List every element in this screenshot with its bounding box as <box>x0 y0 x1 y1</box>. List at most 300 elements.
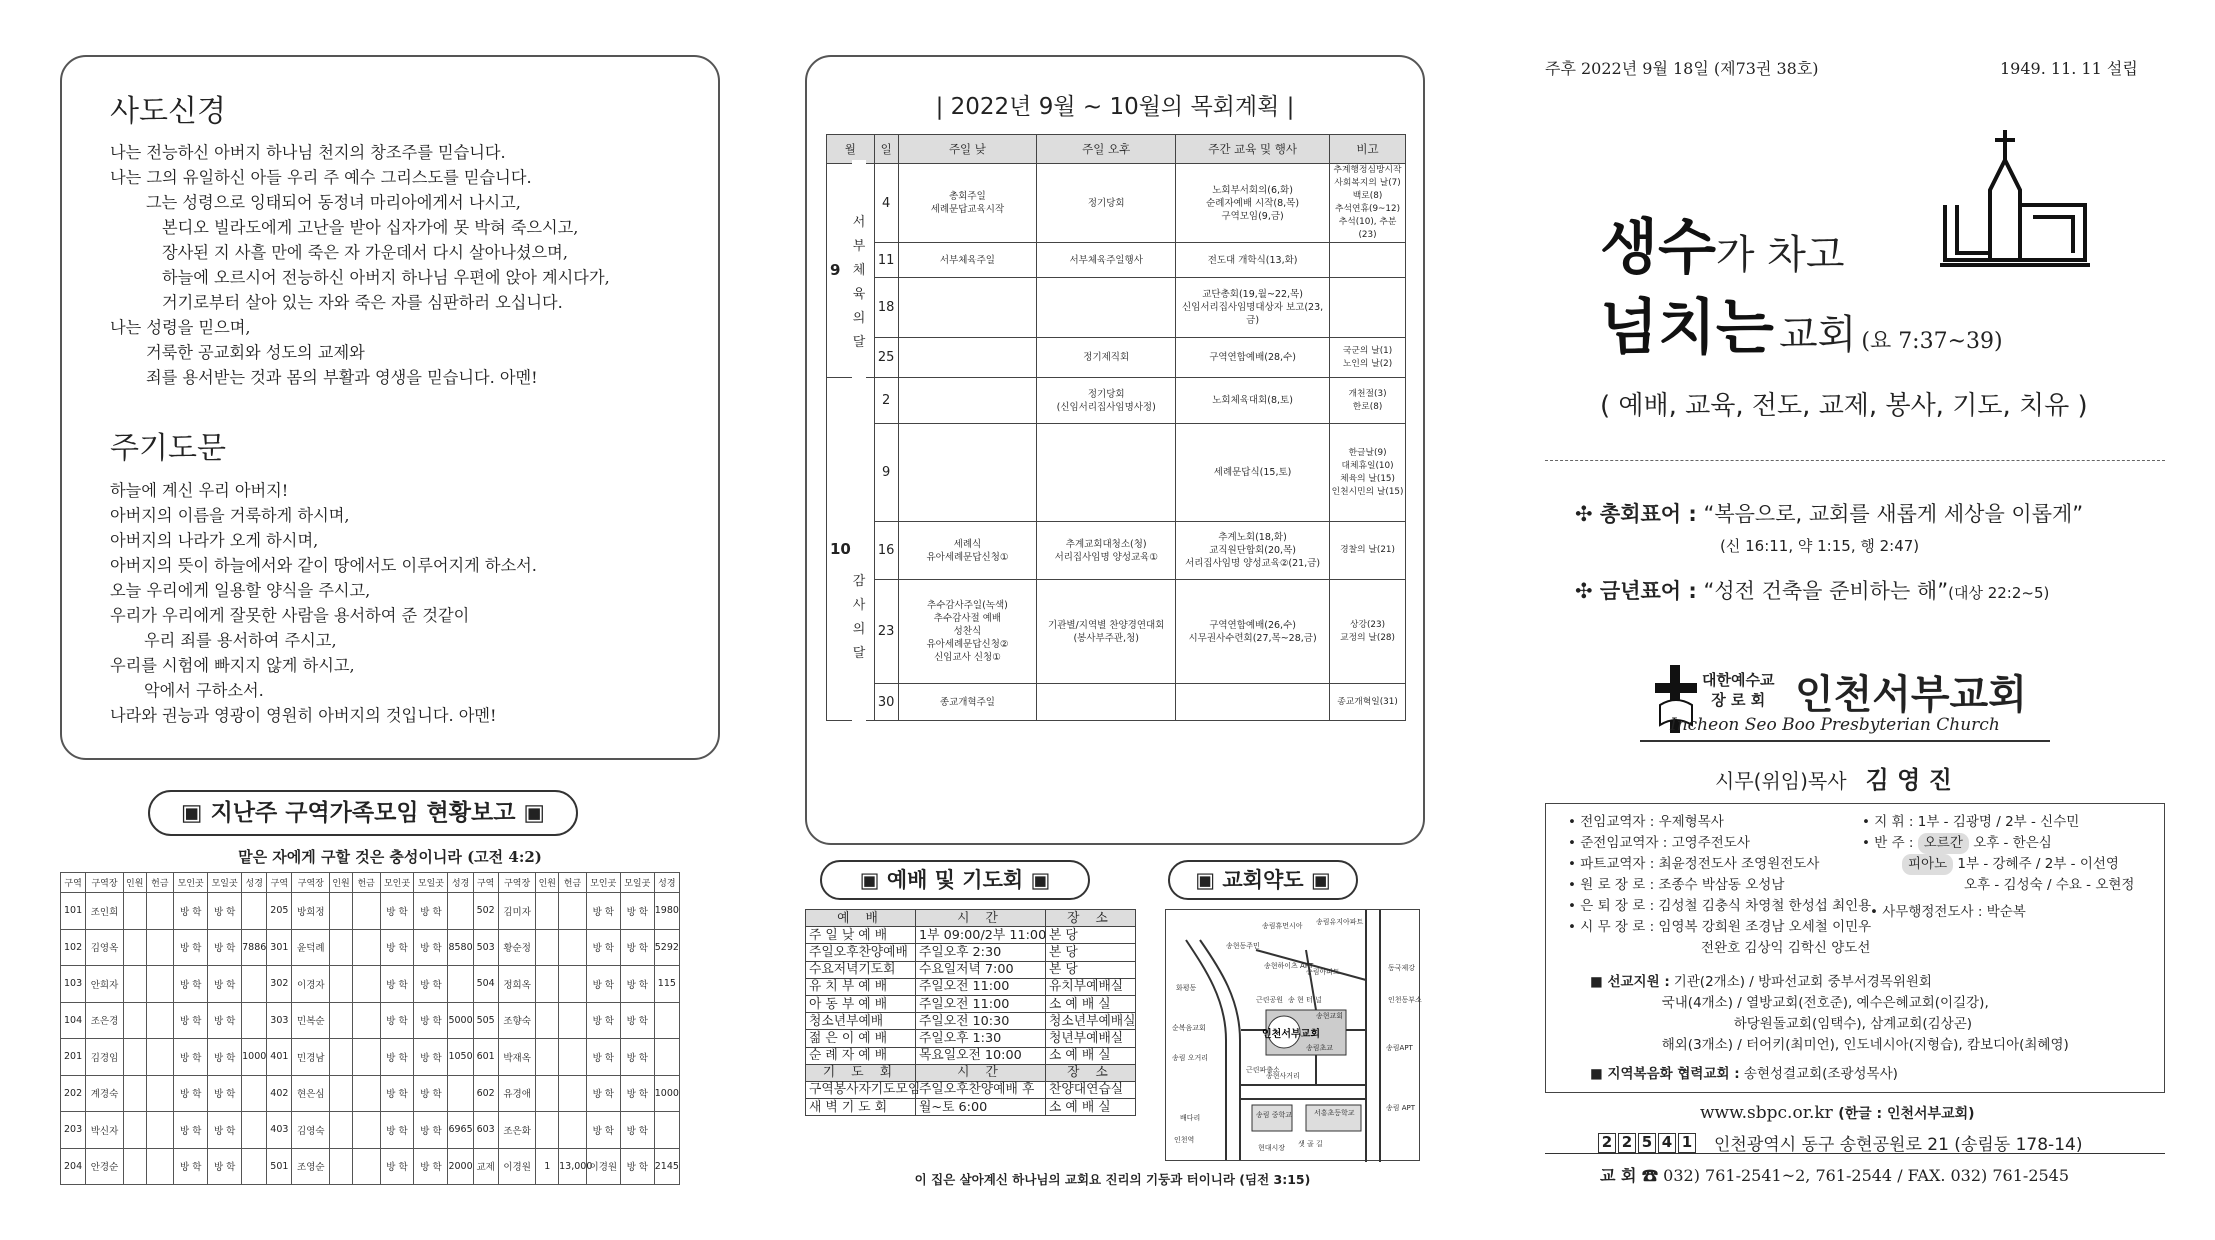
year-motto <box>1575 575 2049 605</box>
mission-table <box>1590 972 2069 1056</box>
address-line <box>1598 1130 2082 1155</box>
report-cell <box>352 1075 380 1112</box>
report-cell <box>146 1112 174 1149</box>
report-header-cell: 헌금 <box>352 873 380 893</box>
map-label: 샛 골 길 <box>1298 1140 1323 1148</box>
plan-cell-b: 정기제직회 <box>1037 338 1176 378</box>
report-cell: 1 <box>536 1148 559 1185</box>
accompanist-label: • 반 주 : <box>1862 835 1914 851</box>
prayer-line: 악에서 구하소서. <box>144 681 264 700</box>
worship-cell: 1부 09:00/2부 11:00 <box>916 927 1046 944</box>
report-header-cell: 성경 <box>448 873 473 893</box>
report-title: ▣ 지난주 구역가족모임 현황보고 ▣ <box>148 790 578 836</box>
map-label: 송현교회 <box>1316 1012 1344 1020</box>
report-cell <box>330 1075 353 1112</box>
worship-cell: 찬양대연습실 <box>1046 1081 1136 1098</box>
worship-row <box>806 1047 1136 1064</box>
map-label: 인천역 <box>1174 1136 1195 1144</box>
contact-divider <box>1545 1153 2165 1154</box>
report-row <box>61 1112 680 1149</box>
zip-digit: 2 <box>1618 1133 1636 1153</box>
report-cell <box>123 1148 146 1185</box>
phone-label: 교 회 ☎ <box>1600 1166 1659 1185</box>
phone-line <box>1600 1163 2069 1186</box>
year-motto-ref: (대상 22:2~5) <box>1948 584 2050 602</box>
zip-digit: 5 <box>1638 1133 1656 1153</box>
staff-line: • 파트교역자 : 최윤정전도사 조영원전도사 <box>1568 856 1820 872</box>
report-cell: 7886 <box>242 929 267 966</box>
map-label: 인천동부소 <box>1388 996 1422 1004</box>
worship-cell: 주일오후 1:30 <box>916 1030 1046 1047</box>
report-header-cell: 모일곳 <box>208 873 242 893</box>
map-label: 송현하이츠 APT <box>1264 962 1314 970</box>
report-cell <box>559 1039 587 1076</box>
worship-header-cell: 시 간 <box>916 1064 1046 1081</box>
report-cell: 6965 <box>448 1112 473 1149</box>
report-cell <box>330 893 353 930</box>
plan-row <box>827 338 1406 378</box>
map-label: 송림초교 <box>1306 1044 1334 1052</box>
prayer-line: 우리를 시험에 빠지지 않게 하시고, <box>110 656 355 675</box>
report-cell <box>123 966 146 1003</box>
report-cell: 방 학 <box>208 893 242 930</box>
report-cell <box>242 966 267 1003</box>
plan-day: 18 <box>874 278 898 338</box>
report-cell <box>146 893 174 930</box>
slogan-ref: (요 7:37~39) <box>1861 329 2003 354</box>
plan-cell-a: 세례식 유아세례문답신청① <box>898 522 1037 580</box>
report-cell: 방 학 <box>414 1148 448 1185</box>
report-header-cell: 헌금 <box>146 873 174 893</box>
report-cell <box>123 929 146 966</box>
pastor-line <box>1715 760 1952 795</box>
report-cell <box>536 1039 559 1076</box>
plan-month-num-text: 9 <box>830 261 841 279</box>
plan-day: 25 <box>874 338 898 378</box>
prayer-title: 주기도문 <box>110 431 226 466</box>
plan-day: 2 <box>874 378 898 424</box>
report-cell: 방 학 <box>620 966 654 1003</box>
map-label: 송림휴먼시아 <box>1262 922 1303 930</box>
admin-evangelist: • 사무행정전도사 : 박순복 <box>1870 904 2026 920</box>
report-cell: 2000 <box>448 1148 473 1185</box>
plan-row <box>827 243 1406 278</box>
worship-cell: 소 예 배 실 <box>1046 1047 1136 1064</box>
report-cell: 방 학 <box>414 929 448 966</box>
creed-line: 본디오 빌라도에게 고난을 받아 십자가에 못 박혀 죽으시고, <box>162 218 579 237</box>
report-cell: 조영순 <box>292 1148 330 1185</box>
staff-line: • 시 무 장 로 : 임영복 강희원 조경남 오세철 이민우 <box>1568 919 1872 935</box>
report-cell <box>123 1039 146 1076</box>
worship-cell: 유치부예배실 <box>1046 978 1136 995</box>
worship-cell: 소 예 배 실 <box>1046 1099 1136 1116</box>
report-header-cell: 성경 <box>654 873 679 893</box>
report-header-cell: 모인곳 <box>174 873 208 893</box>
worship-header-row <box>806 910 1136 927</box>
report-header-cell: 모인곳 <box>380 873 414 893</box>
report-cell: 115 <box>654 966 679 1003</box>
plan-cell-d: 종교개혁일(31) <box>1330 684 1406 721</box>
report-cell <box>352 893 380 930</box>
worship-cell: 주일오후찬양예배 후 <box>916 1081 1046 1098</box>
staff-right <box>1862 812 2134 923</box>
website-korean: (한글 : 인천서부교회) <box>1838 1106 1975 1122</box>
worship-row <box>806 1081 1136 1098</box>
year-motto-text: “성전 건축을 준비하는 해” <box>1703 579 1949 603</box>
worship-title: ▣ 예배 및 기도회 ▣ <box>820 860 1090 900</box>
report-cell: 601 <box>473 1039 498 1076</box>
plan-row <box>827 164 1406 243</box>
plan-cell-c: 구역연합예배(26,수) 시무권사수련회(27,목~28,금) <box>1176 580 1330 684</box>
report-verse: 맡은 자에게 구할 것은 충성이니라 (고전 4:2) <box>238 848 542 866</box>
report-cell: 방 학 <box>208 1112 242 1149</box>
worship-cell: 청소년부예배 <box>806 1013 916 1030</box>
plan-month-wrap <box>827 261 874 279</box>
report-cell: 방 학 <box>620 1148 654 1185</box>
plan-day: 9 <box>874 424 898 522</box>
mission-support <box>1590 972 2069 1056</box>
report-cell <box>559 966 587 1003</box>
mission-label: ■ 선교지원 : <box>1590 974 1670 990</box>
report-header-cell: 모일곳 <box>620 873 654 893</box>
church-name: 인천서부교회 <box>1795 672 2027 718</box>
report-cell: 방 학 <box>620 1112 654 1149</box>
district-report-table <box>60 872 680 1185</box>
report-cell: 204 <box>61 1148 86 1185</box>
assembly-motto-label: ✣ 총회표어 : <box>1575 502 1697 526</box>
slogan-church: 교회 <box>1778 312 1857 358</box>
name-underline <box>1640 740 2050 742</box>
worship-header-cell: 예 배 <box>806 910 916 927</box>
plan-cell-a: 추수감사주일(녹색) 추수감사절 예배 성찬식 유아세례문답신청② 신임교사 신청① <box>898 580 1037 684</box>
plan-cell-d: 상강(23) 교정의 날(28) <box>1330 580 1406 684</box>
report-cell <box>146 966 174 1003</box>
report-cell: 104 <box>61 1002 86 1039</box>
report-cell: 201 <box>61 1039 86 1076</box>
report-cell: 102 <box>61 929 86 966</box>
plan-cell-c: 세례문답식(15,토) <box>1176 424 1330 522</box>
slogan-living-water: 생수 <box>1600 213 1716 283</box>
slogan-line1 <box>1600 200 1845 286</box>
report-cell: 방 학 <box>414 1039 448 1076</box>
assembly-motto-text: “복음으로, 교회를 새롭게 세상을 이롭게” <box>1703 502 2084 526</box>
report-cell <box>330 1039 353 1076</box>
report-cell: 방 학 <box>620 929 654 966</box>
mission-line: 해외(3개소) / 터어키(최미언), 인도네시아(지형습), 캄보디아(최혜영) <box>1661 1037 2069 1053</box>
report-cell: 방 학 <box>380 1148 414 1185</box>
report-header-row <box>61 873 680 893</box>
plan-row <box>827 278 1406 338</box>
worship-row <box>806 995 1136 1012</box>
plan-month-label: 감 사 의 달 <box>852 425 866 810</box>
report-cell: 김미자 <box>498 893 536 930</box>
report-cell: 1000 <box>654 1075 679 1112</box>
report-cell: 김영옥 <box>86 929 124 966</box>
report-cell: 박재옥 <box>498 1039 536 1076</box>
report-cell: 이경자 <box>292 966 330 1003</box>
report-cell: 방 학 <box>414 893 448 930</box>
report-cell: 방 학 <box>174 1112 208 1149</box>
report-cell <box>146 1148 174 1185</box>
report-header-cell: 인원 <box>123 873 146 893</box>
report-cell: 303 <box>267 1002 292 1039</box>
worship-row <box>806 978 1136 995</box>
report-cell <box>330 966 353 1003</box>
mission-lines <box>1661 972 2069 1056</box>
issue-info: 주후 2022년 9월 18일 (제73권 38호) <box>1545 59 1819 78</box>
report-cell: 교제 <box>473 1148 498 1185</box>
map-label: 근린공원 <box>1256 996 1284 1004</box>
report-cell: 방 학 <box>380 929 414 966</box>
worship-cell: 주일오후찬양예배 <box>806 944 916 961</box>
map-label: 송림 중학교 <box>1256 1111 1293 1119</box>
report-cell <box>123 1075 146 1112</box>
report-cell: 방 학 <box>380 893 414 930</box>
mission-line: 기관(2개소) / 방파선교회 중부서경목위원회 <box>1673 974 1932 990</box>
report-cell <box>242 1112 267 1149</box>
plan-day: 16 <box>874 522 898 580</box>
report-cell: 방 학 <box>586 1002 620 1039</box>
map-label: 송림아파트 <box>1306 968 1340 976</box>
report-cell: 302 <box>267 966 292 1003</box>
zip-digit: 2 <box>1598 1133 1616 1153</box>
report-cell: 방 학 <box>380 1002 414 1039</box>
report-header-cell: 인원 <box>536 873 559 893</box>
map-label: 송 현 터 널 <box>1288 996 1322 1004</box>
report-header-cell: 구역 <box>267 873 292 893</box>
staff-line: • 준전임교역자 : 고영주전도사 <box>1568 835 1750 851</box>
plan-cell-a <box>898 278 1037 338</box>
report-cell: 402 <box>267 1075 292 1112</box>
report-cell: 김경임 <box>86 1039 124 1076</box>
worship-row <box>806 1099 1136 1116</box>
report-header-cell: 성경 <box>242 873 267 893</box>
map-label: 서흥초등학교 <box>1314 1109 1355 1117</box>
plan-cell-d <box>1330 278 1406 338</box>
map-label: 송림APT <box>1386 1044 1413 1052</box>
report-cell: 방 학 <box>208 1148 242 1185</box>
creed-line: 나는 성령을 믿으며, <box>110 318 251 337</box>
report-cell <box>559 1075 587 1112</box>
worship-cell: 본 당 <box>1046 927 1136 944</box>
plan-cell-a: 서부체육주일 <box>898 243 1037 278</box>
report-cell: 조은경 <box>86 1002 124 1039</box>
report-cell <box>448 1075 473 1112</box>
assembly-motto-ref: (신 16:11, 약 1:15, 행 2:47) <box>1720 537 1920 555</box>
plan-title: | 2022년 9월 ~ 10월의 목회계획 | <box>935 94 1295 120</box>
plan-row <box>827 424 1406 522</box>
worship-cell: 월~토 6:00 <box>916 1099 1046 1116</box>
report-cell <box>242 1002 267 1039</box>
worship-cell: 주일오전 11:00 <box>916 995 1046 1012</box>
report-cell: 503 <box>473 929 498 966</box>
report-cell: 방 학 <box>380 1075 414 1112</box>
report-cell: 5000 <box>448 1002 473 1039</box>
report-header-cell: 인원 <box>330 873 353 893</box>
report-cell: 유경애 <box>498 1075 536 1112</box>
worship-cell: 수요일저녁 7:00 <box>916 961 1046 978</box>
report-cell: 안경순 <box>86 1148 124 1185</box>
plan-header-cell: 일 <box>874 135 898 164</box>
plan-row <box>827 684 1406 721</box>
worship-row <box>806 944 1136 961</box>
report-header-cell: 구역 <box>473 873 498 893</box>
organist: 오후 - 한은심 <box>1973 835 2052 851</box>
map-label: 동국제강 <box>1388 964 1416 972</box>
report-cell <box>536 929 559 966</box>
report-cell: 방 학 <box>620 893 654 930</box>
creed-line: 나는 전능하신 아버지 하나님 천지의 창조주를 믿습니다. <box>110 143 506 162</box>
worship-cell: 본 당 <box>1046 961 1136 978</box>
map-label: 송현사거리 <box>1266 1072 1300 1080</box>
plan-cell-b <box>1037 684 1176 721</box>
worship-row <box>806 961 1136 978</box>
plan-cell-b <box>1037 424 1176 522</box>
report-cell: 방 학 <box>174 893 208 930</box>
divider <box>1545 460 2165 461</box>
report-cell: 방 학 <box>586 966 620 1003</box>
report-cell: 방 학 <box>414 1075 448 1112</box>
slogan-line2 <box>1600 280 2003 366</box>
pianist-afternoon: 오후 - 김성숙 / 수요 - 오현정 <box>1964 877 2135 893</box>
report-cell: 현은심 <box>292 1075 330 1112</box>
report-cell <box>242 1075 267 1112</box>
report-cell <box>352 1002 380 1039</box>
staff-line: 전완호 김상익 김학신 양도선 <box>1701 940 1871 956</box>
plan-cell-b: 추계교회대청소(청) 서리집사임명 양성교육① <box>1037 522 1176 580</box>
pastor-name: 김 영 진 <box>1865 766 1952 794</box>
slogan-fill: 가 차고 <box>1715 232 1845 278</box>
denomination-line1: 대한예수교 <box>1702 671 1775 689</box>
report-header-cell: 헌금 <box>559 873 587 893</box>
founded-date: 1949. 11. 11 설립 <box>2000 59 2138 78</box>
plan-cell-c: 추계노회(18,화) 교직원단합회(20,목) 서리집사임명 양성교육②(21,금) <box>1176 522 1330 580</box>
report-cell <box>242 1148 267 1185</box>
plan-cell-a: 종교개혁주일 <box>898 684 1037 721</box>
report-cell: 방 학 <box>208 929 242 966</box>
zip-digit: 4 <box>1658 1133 1676 1153</box>
plan-cell-b: 서부체육주일행사 <box>1037 243 1176 278</box>
worship-cell: 목요일오전 10:00 <box>916 1047 1046 1064</box>
report-cell: 윤덕례 <box>292 929 330 966</box>
report-cell <box>654 1112 679 1149</box>
plan-header-row <box>827 135 1406 164</box>
report-cell: 401 <box>267 1039 292 1076</box>
map-label: 현대시장 <box>1258 1144 1286 1152</box>
report-cell: 501 <box>267 1148 292 1185</box>
slogan-subtitle: ( 예배, 교육, 전도, 교제, 봉사, 기도, 치유 ) <box>1600 391 2088 421</box>
report-cell <box>654 1039 679 1076</box>
report-row <box>61 1039 680 1076</box>
plan-row <box>827 580 1406 684</box>
worship-cell: 순 례 자 예 배 <box>806 1047 916 1064</box>
report-cell: 방 학 <box>380 966 414 1003</box>
worship-cell: 구역봉사자기도모임 <box>806 1081 916 1098</box>
piano-tag: 피아노 <box>1902 854 1953 875</box>
church-building-icon <box>1935 125 2095 275</box>
plan-month-label: 서 부 체 육 의 달 <box>852 160 866 405</box>
conductor: • 지 휘 : 1부 - 김광명 / 2부 - 신수민 <box>1862 814 2080 830</box>
worship-cell: 청소년부예배실 <box>1046 1013 1136 1030</box>
denomination <box>1702 670 1774 710</box>
report-cell: 103 <box>61 966 86 1003</box>
report-cell: 방 학 <box>174 929 208 966</box>
prayer-line: 우리 죄를 용서하여 주시고, <box>144 631 337 650</box>
plan-month-number <box>827 378 875 721</box>
report-cell: 방 학 <box>380 1112 414 1149</box>
report-cell: 방 학 <box>414 1112 448 1149</box>
prayer-line: 아버지의 이름을 거룩하게 하시며, <box>110 506 350 525</box>
report-cell: 계경숙 <box>86 1075 124 1112</box>
report-row <box>61 929 680 966</box>
plan-cell-d: 개천절(3) 한로(8) <box>1330 378 1406 424</box>
prayer-line: 우리가 우리에게 잘못한 사람을 용서하여 준 것같이 <box>110 606 470 625</box>
report-cell <box>146 1075 174 1112</box>
pianist-names: 1부 - 강혜주 / 2부 - 이선영 <box>1957 856 2119 872</box>
plan-cell-c: 구역연합예배(28,수) <box>1176 338 1330 378</box>
report-cell <box>330 1112 353 1149</box>
map-label: 배다리 <box>1180 1114 1201 1122</box>
report-cell: 13,000 <box>559 1148 587 1185</box>
worship-cell: 소 예 배 실 <box>1046 995 1136 1012</box>
report-cell <box>448 893 473 930</box>
creed-line: 거룩한 공교회와 성도의 교제와 <box>146 343 365 362</box>
report-cell: 1980 <box>654 893 679 930</box>
report-cell <box>559 1112 587 1149</box>
prayer-line: 하늘에 계신 우리 아버지! <box>110 481 289 500</box>
worship-cell: 주일오전 11:00 <box>916 978 1046 995</box>
report-cell <box>536 1112 559 1149</box>
plan-cell-c: 전도대 개학식(13,화) <box>1176 243 1330 278</box>
zip-code <box>1598 1133 1696 1153</box>
report-cell: 502 <box>473 893 498 930</box>
report-cell: 박신자 <box>86 1112 124 1149</box>
plan-cell-a <box>898 424 1037 522</box>
worship-cell: 수요저녁기도회 <box>806 961 916 978</box>
plan-cell-c: 교단총회(19,월~22,목) 신임서리집사임명대상자 보고(23,금) <box>1176 278 1330 338</box>
plan-cell-d <box>1330 243 1406 278</box>
plan-header-cell: 주일 낮 <box>898 135 1037 164</box>
year-motto-label: ✣ 금년표어 : <box>1575 579 1697 603</box>
creed-line: 하늘에 오르시어 전능하신 아버지 하나님 우편에 앉아 계시다가, <box>162 268 610 287</box>
mission-line: 하당원돌교회(임택수), 삼계교회(김상곤) <box>1733 1016 1973 1032</box>
report-cell <box>448 966 473 1003</box>
website-url[interactable]: www.sbpc.or.kr <box>1700 1103 1833 1123</box>
report-cell <box>352 1148 380 1185</box>
creed-line: 장사된 지 사흘 만에 죽은 자 가운데서 다시 살아나셨으며, <box>162 243 568 262</box>
worship-cell: 주일오후 2:30 <box>916 944 1046 961</box>
map-label: 송현동주민 <box>1226 942 1260 950</box>
accompanist <box>1862 833 2134 854</box>
report-cell <box>559 1002 587 1039</box>
plan-cell-a: 총회주일 세례문답교육시작 <box>898 164 1037 243</box>
plan-cell-b: 정기당회 (신임서리집사임명사정) <box>1037 378 1176 424</box>
report-cell: 민경남 <box>292 1039 330 1076</box>
plan-month-wrap <box>827 539 874 558</box>
creed-text <box>110 140 610 390</box>
address: 인천광역시 동구 송현공원로 21 (송림동 178-14) <box>1714 1135 2083 1155</box>
map-label: 화평동 <box>1176 984 1197 992</box>
plan-header-cell: 주일 오후 <box>1037 135 1176 164</box>
report-cell <box>654 1002 679 1039</box>
report-cell: 방 학 <box>414 966 448 1003</box>
plan-cell-d: 추계행정심방시작 사회복지의 날(7) 백로(8) 추석연휴(9~12) 추석(10), 추분(23) <box>1330 164 1406 243</box>
church-map <box>1165 909 1420 1161</box>
zip-digit: 1 <box>1678 1133 1696 1153</box>
report-cell <box>536 1002 559 1039</box>
report-cell: 202 <box>61 1075 86 1112</box>
prayer-line: 아버지의 나라가 오게 하시며, <box>110 531 319 550</box>
